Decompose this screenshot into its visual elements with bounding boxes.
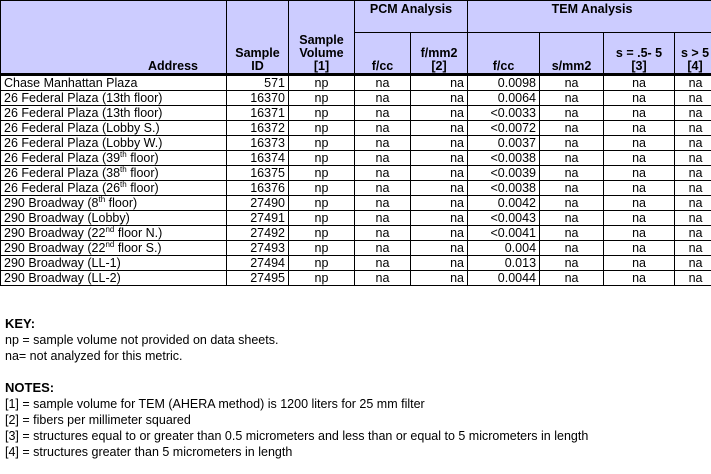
cell-s-range: na	[604, 256, 675, 271]
cell-s-range: na	[604, 271, 675, 286]
cell-pcm-fcc: na	[355, 211, 411, 226]
cell-sample-id: 16375	[227, 166, 289, 181]
table-body	[1, 75, 711, 286]
cell-s-range: na	[604, 181, 675, 196]
cell-sample-id: 27490	[227, 196, 289, 211]
cell-address-ordinal: nd	[105, 225, 115, 234]
col-header-pcm-fmm2	[411, 33, 468, 75]
cell-address-text: 290 Broadway (22	[4, 240, 106, 255]
cell-tem-fcc: 0.004	[468, 241, 540, 256]
key-line-na: na= not analyzed for this metric.	[5, 349, 183, 363]
table-header	[1, 1, 711, 75]
table-row	[1, 166, 711, 181]
cell-pcm-fcc: na	[355, 106, 411, 121]
table-row	[1, 75, 711, 91]
note-line-3: [3] = structures equal to or greater than 0.5 micrometers and less than or equal to 5 micrometers in length	[5, 429, 589, 443]
col-header-tem-fcc: f/cc	[468, 33, 540, 75]
table-row	[1, 196, 711, 211]
col-header-s-range-text: s = .5- 5 [3]	[615, 46, 663, 73]
cell-pcm-fmm2: na	[411, 166, 468, 181]
cell-tem-smm2: na	[540, 75, 604, 91]
cell-tem-smm2: na	[540, 226, 604, 241]
key-title: KEY:	[5, 316, 36, 331]
table-row	[1, 256, 711, 271]
cell-s-range: na	[604, 241, 675, 256]
header-row-groups	[1, 1, 711, 33]
cell-pcm-fcc: na	[355, 166, 411, 181]
cell-address	[1, 256, 227, 271]
cell-tem-smm2: na	[540, 271, 604, 286]
note-line-4: [4] = structures greater than 5 micrometers in length	[5, 445, 293, 459]
cell-pcm-fcc: na	[355, 75, 411, 91]
cell-address-ordinal: th	[120, 150, 127, 159]
cell-address-suffix: floor)	[105, 195, 138, 210]
cell-pcm-fcc: na	[355, 136, 411, 151]
cell-address	[1, 271, 227, 286]
cell-sample-id: 27495	[227, 271, 289, 286]
cell-sample-volume: np	[289, 151, 355, 166]
col-header-pcm-fcc: f/cc	[355, 33, 411, 75]
cell-tem-fcc: 0.0044	[468, 271, 540, 286]
cell-address-suffix: floor)	[126, 180, 159, 195]
cell-sample-id: 27493	[227, 241, 289, 256]
cell-address-ordinal: th	[120, 165, 127, 174]
cell-tem-fcc: <0.0041	[468, 226, 540, 241]
note-line-1: [1] = sample volume for TEM (AHERA method) is 1200 liters for 25 mm filter	[5, 397, 425, 411]
col-header-sample-id-text: Sample ID	[235, 46, 280, 73]
cell-pcm-fmm2: na	[411, 136, 468, 151]
cell-address	[1, 91, 227, 106]
col-header-sample-volume	[289, 1, 355, 75]
cell-sample-id: 16376	[227, 181, 289, 196]
cell-s-gt5: na	[675, 196, 711, 211]
cell-pcm-fcc: na	[355, 196, 411, 211]
cell-s-range: na	[604, 211, 675, 226]
cell-s-gt5: na	[675, 151, 711, 166]
cell-address-text: 26 Federal Plaza (26	[4, 180, 121, 195]
table-row	[1, 136, 711, 151]
cell-sample-volume: np	[289, 241, 355, 256]
cell-tem-fcc: 0.0064	[468, 91, 540, 106]
cell-sample-id: 27492	[227, 226, 289, 241]
note-line-2: [2] = fibers per millimeter squared	[5, 413, 191, 427]
cell-pcm-fmm2: na	[411, 121, 468, 136]
cell-sample-volume: np	[289, 271, 355, 286]
cell-tem-fcc: <0.0039	[468, 166, 540, 181]
cell-address	[1, 211, 227, 226]
cell-sample-volume: np	[289, 91, 355, 106]
table-row	[1, 91, 711, 106]
cell-tem-smm2: na	[540, 181, 604, 196]
cell-sample-volume: np	[289, 181, 355, 196]
cell-s-gt5: na	[675, 241, 711, 256]
cell-address-text: 26 Federal Plaza (38	[4, 165, 121, 180]
table-row	[1, 226, 711, 241]
cell-sample-volume: np	[289, 211, 355, 226]
cell-address	[1, 151, 227, 166]
cell-address	[1, 106, 227, 121]
cell-tem-smm2: na	[540, 196, 604, 211]
cell-tem-fcc: <0.0033	[468, 106, 540, 121]
cell-tem-fcc: <0.0043	[468, 211, 540, 226]
cell-tem-smm2: na	[540, 211, 604, 226]
cell-s-range: na	[604, 196, 675, 211]
cell-sample-id: 16372	[227, 121, 289, 136]
col-header-pcm-fmm2-text: f/mm2 [2]	[420, 46, 458, 73]
cell-address-suffix: floor S.)	[114, 240, 162, 255]
table-row	[1, 211, 711, 226]
cell-pcm-fmm2: na	[411, 181, 468, 196]
cell-address-text: 26 Federal Plaza (13th floor)	[4, 90, 163, 105]
cell-sample-id: 16373	[227, 136, 289, 151]
cell-s-range: na	[604, 75, 675, 91]
cell-tem-smm2: na	[540, 121, 604, 136]
cell-address	[1, 166, 227, 181]
cell-pcm-fcc: na	[355, 241, 411, 256]
cell-tem-fcc: <0.0038	[468, 181, 540, 196]
cell-sample-id: 16371	[227, 106, 289, 121]
cell-pcm-fcc: na	[355, 271, 411, 286]
col-header-sample-volume-text: Sample Volume [1]	[299, 33, 344, 73]
cell-address-suffix: floor)	[126, 150, 159, 165]
cell-pcm-fcc: na	[355, 121, 411, 136]
cell-s-gt5: na	[675, 181, 711, 196]
cell-sample-volume: np	[289, 226, 355, 241]
cell-s-range: na	[604, 121, 675, 136]
cell-address-text: 26 Federal Plaza (13th floor)	[4, 105, 163, 120]
cell-sample-id: 16370	[227, 91, 289, 106]
cell-sample-volume: np	[289, 256, 355, 271]
cell-s-gt5: na	[675, 211, 711, 226]
cell-s-range: na	[604, 226, 675, 241]
table-row	[1, 106, 711, 121]
cell-tem-smm2: na	[540, 136, 604, 151]
col-header-address: Address	[1, 1, 227, 75]
col-header-s-gt5	[675, 33, 711, 75]
cell-tem-fcc: 0.013	[468, 256, 540, 271]
cell-pcm-fmm2: na	[411, 271, 468, 286]
table-row	[1, 121, 711, 136]
cell-s-range: na	[604, 91, 675, 106]
cell-pcm-fmm2: na	[411, 91, 468, 106]
cell-pcm-fcc: na	[355, 91, 411, 106]
cell-s-gt5: na	[675, 136, 711, 151]
col-header-sample-id	[227, 1, 289, 75]
cell-tem-fcc: <0.0038	[468, 151, 540, 166]
cell-sample-volume: np	[289, 106, 355, 121]
cell-s-gt5: na	[675, 271, 711, 286]
cell-address-suffix: floor)	[126, 165, 159, 180]
cell-address-ordinal: nd	[105, 240, 115, 249]
key-line-np: np = sample volume not provided on data sheets.	[5, 333, 279, 347]
cell-tem-fcc: 0.0098	[468, 75, 540, 91]
cell-address-text: 290 Broadway (22	[4, 225, 106, 240]
cell-pcm-fcc: na	[355, 181, 411, 196]
cell-address-text: 26 Federal Plaza (39	[4, 150, 121, 165]
cell-tem-fcc: <0.0072	[468, 121, 540, 136]
cell-tem-smm2: na	[540, 151, 604, 166]
table-row	[1, 241, 711, 256]
cell-address-text: 290 Broadway (8	[4, 195, 99, 210]
cell-address-text: 290 Broadway (LL-1)	[4, 255, 121, 270]
cell-sample-volume: np	[289, 75, 355, 91]
col-header-s-range	[604, 33, 675, 75]
cell-s-gt5: na	[675, 106, 711, 121]
cell-tem-smm2: na	[540, 241, 604, 256]
table-row	[1, 151, 711, 166]
cell-pcm-fmm2: na	[411, 241, 468, 256]
cell-s-gt5: na	[675, 256, 711, 271]
cell-s-gt5: na	[675, 75, 711, 91]
cell-sample-id: 16374	[227, 151, 289, 166]
cell-sample-id: 571	[227, 75, 289, 91]
table-row	[1, 271, 711, 286]
cell-address	[1, 136, 227, 151]
cell-pcm-fmm2: na	[411, 196, 468, 211]
cell-address-text: 290 Broadway (LL-2)	[4, 270, 121, 285]
col-header-s-gt5-text: s > 5 [4]	[680, 46, 710, 73]
cell-s-range: na	[604, 106, 675, 121]
cell-address-ordinal: th	[120, 180, 127, 189]
cell-s-gt5: na	[675, 166, 711, 181]
cell-tem-smm2: na	[540, 256, 604, 271]
cell-address-text: 290 Broadway (Lobby)	[4, 210, 130, 225]
cell-s-gt5: na	[675, 226, 711, 241]
cell-address	[1, 181, 227, 196]
cell-tem-smm2: na	[540, 106, 604, 121]
cell-address-text: 26 Federal Plaza (Lobby S.)	[4, 120, 160, 135]
cell-pcm-fmm2: na	[411, 211, 468, 226]
cell-sample-id: 27494	[227, 256, 289, 271]
cell-s-range: na	[604, 136, 675, 151]
group-header-tem: TEM Analysis	[468, 1, 711, 33]
cell-s-gt5: na	[675, 91, 711, 106]
cell-tem-smm2: na	[540, 91, 604, 106]
cell-address	[1, 196, 227, 211]
cell-address	[1, 75, 227, 91]
cell-sample-volume: np	[289, 121, 355, 136]
cell-s-range: na	[604, 151, 675, 166]
group-header-pcm: PCM Analysis	[355, 1, 468, 33]
cell-address-text: 26 Federal Plaza (Lobby W.)	[4, 135, 163, 150]
col-header-tem-smm2: s/mm2	[540, 33, 604, 75]
cell-tem-fcc: 0.0037	[468, 136, 540, 151]
cell-address	[1, 241, 227, 256]
cell-pcm-fmm2: na	[411, 226, 468, 241]
cell-tem-fcc: 0.0042	[468, 196, 540, 211]
notes-title: NOTES:	[5, 380, 55, 395]
cell-s-gt5: na	[675, 121, 711, 136]
cell-address	[1, 226, 227, 241]
legend-section	[5, 316, 588, 460]
cell-sample-volume: np	[289, 196, 355, 211]
cell-pcm-fcc: na	[355, 226, 411, 241]
cell-sample-volume: np	[289, 166, 355, 181]
cell-sample-id: 27491	[227, 211, 289, 226]
cell-pcm-fmm2: na	[411, 151, 468, 166]
cell-pcm-fmm2: na	[411, 106, 468, 121]
cell-address-text: Chase Manhattan Plaza	[4, 75, 138, 90]
cell-pcm-fmm2: na	[411, 256, 468, 271]
cell-pcm-fcc: na	[355, 151, 411, 166]
cell-address-suffix: floor N.)	[114, 225, 163, 240]
cell-sample-volume: np	[289, 136, 355, 151]
table-row	[1, 181, 711, 196]
cell-pcm-fmm2: na	[411, 75, 468, 91]
cell-address	[1, 121, 227, 136]
cell-tem-smm2: na	[540, 166, 604, 181]
cell-pcm-fcc: na	[355, 256, 411, 271]
cell-s-range: na	[604, 166, 675, 181]
cell-address-ordinal: th	[98, 195, 106, 204]
